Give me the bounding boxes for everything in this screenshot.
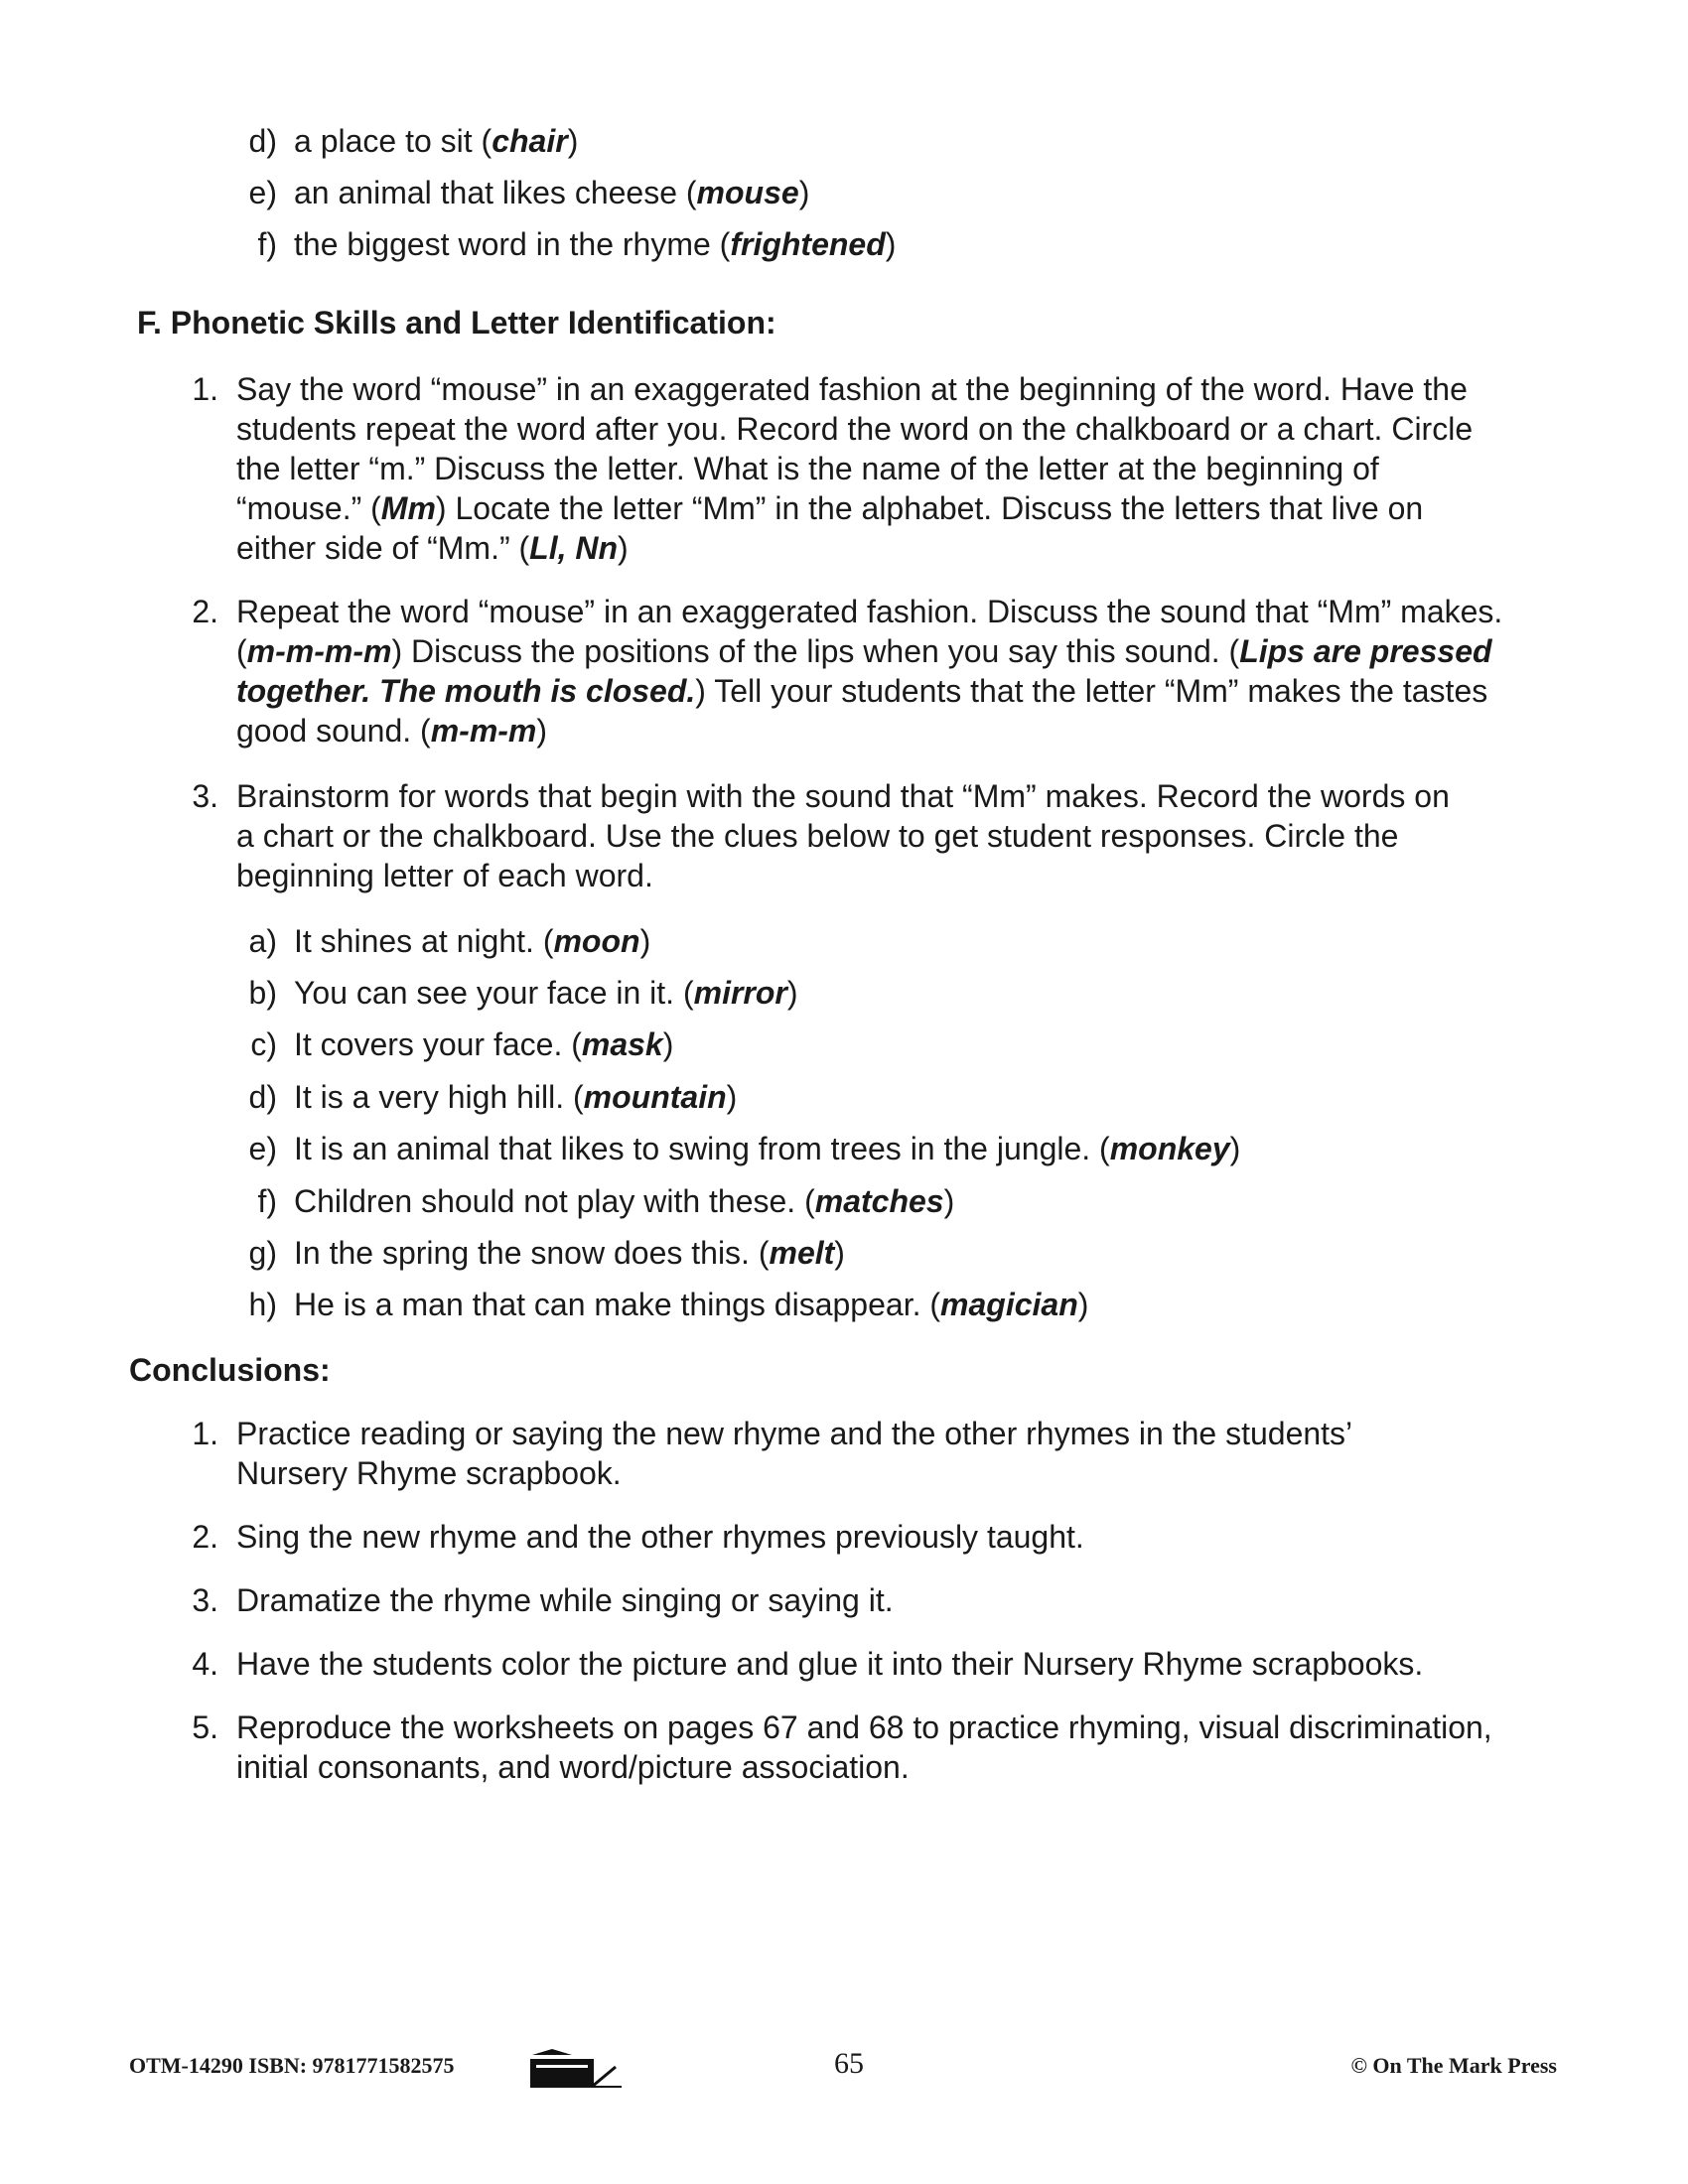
item-text: Dramatize the rhyme while singing or saying it. bbox=[236, 1582, 894, 1618]
product-code: OTM-14290 ISBN: 9781771582575 bbox=[129, 2053, 455, 2078]
item-text: Repeat the word “mouse” in an exaggerated fashion. Discuss the sound that “Mm” makes. (m-m-m-m) Discuss the positions of the lips when you say this sound. (Lips are pressed together. The mouth is closed.) Tell your students that the letter “Mm” makes the tastes good sound. (m-m-m) bbox=[236, 594, 1503, 749]
item-text: It covers your face. (mask) bbox=[294, 1026, 674, 1062]
answer-word: monkey bbox=[1109, 1131, 1230, 1166]
item-number: 4. bbox=[192, 1646, 218, 1682]
answer-word: mountain bbox=[583, 1079, 727, 1115]
item-text: It shines at night. (moon) bbox=[294, 923, 651, 959]
answer-word: matches bbox=[814, 1183, 944, 1219]
item-text: Children should not play with these. (matches) bbox=[294, 1183, 955, 1219]
item-text: You can see your face in it. (mirror) bbox=[294, 975, 798, 1011]
item-text: Brainstorm for words that begin with the sound that “Mm” makes. Record the words on a chart or the chalkboard. Use the clues below to get student responses. Circle the beginning letter of each word. bbox=[236, 778, 1450, 893]
item-letter: b) bbox=[248, 975, 277, 1011]
answer-word: chair bbox=[492, 123, 568, 159]
answer-word: mirror bbox=[693, 975, 787, 1011]
item-letter: d) bbox=[248, 1079, 277, 1115]
item-number: 3. bbox=[192, 778, 218, 814]
item-letter: d) bbox=[248, 123, 277, 159]
item-number: 2. bbox=[192, 1519, 218, 1555]
item-letter: e) bbox=[248, 1131, 277, 1166]
section-f-heading: F. Phonetic Skills and Letter Identification: bbox=[137, 305, 776, 341]
answer-word: frightened bbox=[730, 226, 886, 262]
answer-word: magician bbox=[940, 1287, 1078, 1322]
item-text: Sing the new rhyme and the other rhymes previously taught. bbox=[236, 1519, 1084, 1555]
answer-word: mouse bbox=[696, 175, 799, 210]
item-number: 3. bbox=[192, 1582, 218, 1618]
publisher-logo-icon bbox=[526, 2045, 626, 2093]
item-text: Reproduce the worksheets on pages 67 and 68 to practice rhyming, visual discrimination, initial consonants, and word/picture association. bbox=[236, 1709, 1492, 1785]
item-text: a place to sit (chair) bbox=[294, 123, 579, 159]
item-text: Practice reading or saying the new rhyme and the other rhymes in the students’ Nursery Rhyme scrapbook. bbox=[236, 1416, 1353, 1491]
conclusions-heading: Conclusions: bbox=[129, 1352, 331, 1388]
page-number: 65 bbox=[834, 2047, 864, 2080]
answer-word: m-m-m-m bbox=[246, 633, 392, 669]
item-number: 1. bbox=[192, 1416, 218, 1451]
answer-word: mask bbox=[581, 1026, 663, 1062]
item-letter: a) bbox=[248, 923, 277, 959]
answer-word: together. The mouth is closed. bbox=[236, 673, 696, 709]
item-text: It is a very high hill. (mountain) bbox=[294, 1079, 738, 1115]
answer-word: Ll, Nn bbox=[529, 530, 619, 566]
answer-word: Mm bbox=[380, 490, 436, 526]
item-text: It is an animal that likes to swing from trees in the jungle. (monkey) bbox=[294, 1131, 1241, 1166]
answer-word: m-m-m bbox=[430, 713, 537, 749]
answer-word: melt bbox=[769, 1235, 835, 1271]
item-letter: c) bbox=[250, 1026, 277, 1062]
item-text: an animal that likes cheese (mouse) bbox=[294, 175, 810, 210]
item-letter: g) bbox=[248, 1235, 277, 1271]
item-text: Say the word “mouse” in an exaggerated fashion at the beginning of the word. Have the students repeat the word after you. Record the word on the chalkboard or a chart. Circle the letter “m.” Discuss the letter. What is the name of the letter at the beginning of “mouse.” (Mm) Locate the letter “Mm” in the alphabet. Discuss the letters that live on either side of “Mm.” (Ll, Nn) bbox=[236, 371, 1474, 566]
item-text: Have the students color the picture and glue it into their Nursery Rhyme scrapbooks. bbox=[236, 1646, 1424, 1682]
item-text: He is a man that can make things disappear. (magician) bbox=[294, 1287, 1089, 1322]
item-text: In the spring the snow does this. (melt) bbox=[294, 1235, 845, 1271]
item-letter: h) bbox=[248, 1287, 277, 1322]
copyright-notice: © On The Mark Press bbox=[1350, 2053, 1557, 2078]
item-number: 1. bbox=[192, 371, 218, 407]
page-footer bbox=[0, 2045, 1688, 2093]
item-letter: f) bbox=[257, 226, 277, 262]
item-letter: e) bbox=[248, 175, 277, 210]
item-number: 2. bbox=[192, 594, 218, 629]
answer-word: Lips are pressed bbox=[1239, 633, 1492, 669]
answer-word: moon bbox=[553, 923, 640, 959]
item-number: 5. bbox=[192, 1709, 218, 1745]
item-text: the biggest word in the rhyme (frightened) bbox=[294, 226, 897, 262]
item-letter: f) bbox=[257, 1183, 277, 1219]
